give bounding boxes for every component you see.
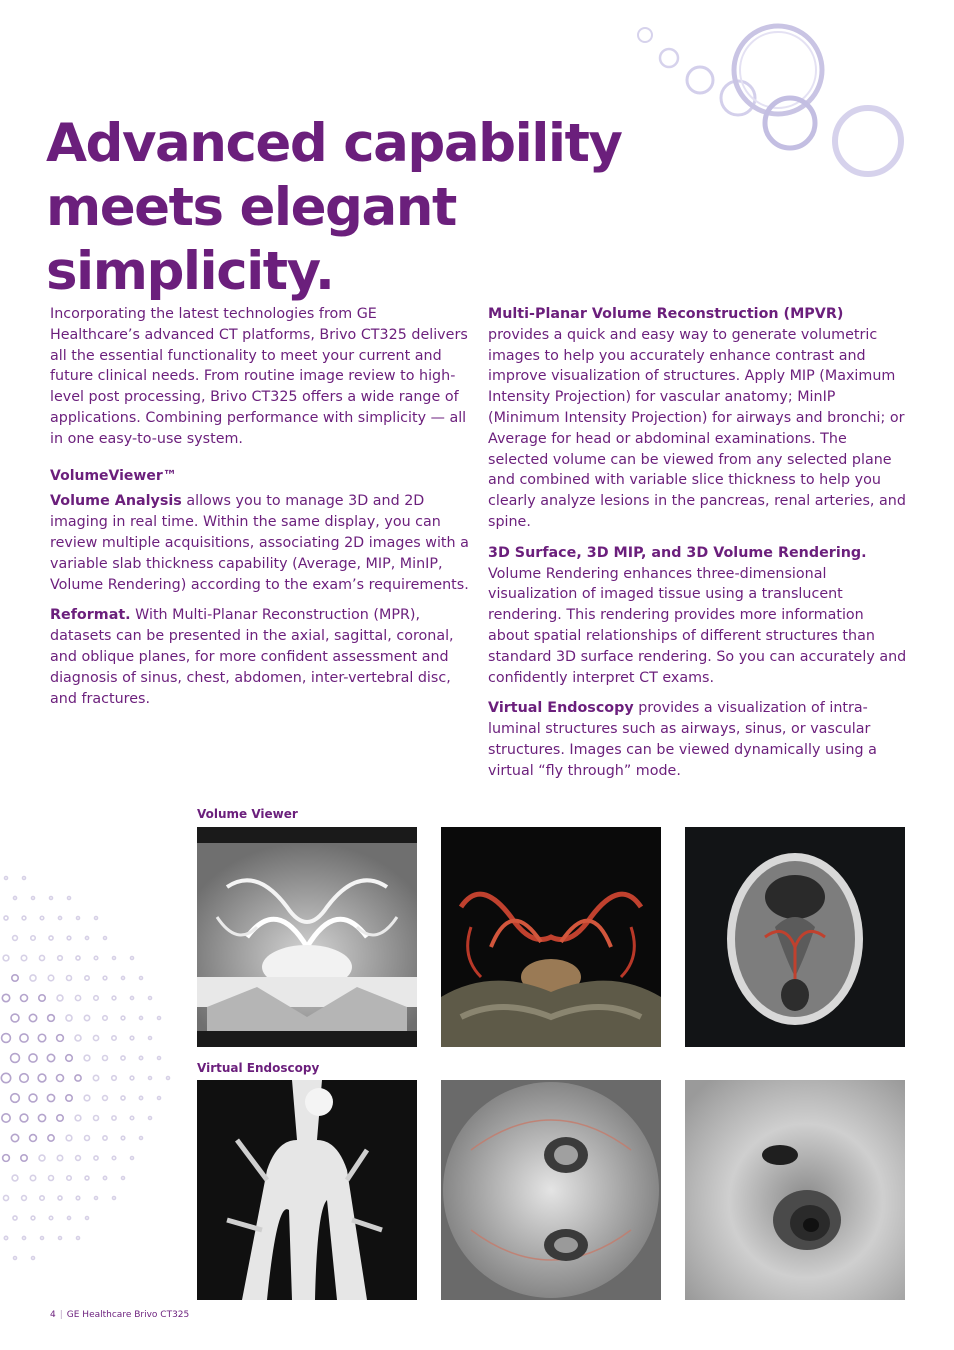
reformat-label: Reformat. xyxy=(50,607,131,624)
decorative-dot xyxy=(77,917,80,920)
decorative-dot xyxy=(158,1097,161,1100)
decorative-dot xyxy=(158,1017,161,1020)
decorative-dot xyxy=(121,976,124,979)
mpvr-label: Multi-Planar Volume Reconstruction (MPVR) xyxy=(488,306,844,322)
decorative-dot xyxy=(21,955,26,960)
decorative-dot xyxy=(76,956,80,960)
decorative-dot xyxy=(121,1056,125,1060)
decorative-dot xyxy=(121,1016,125,1020)
volume-analysis-label: Volume Analysis xyxy=(50,493,182,510)
decorative-dot xyxy=(30,975,36,981)
decorative-dot xyxy=(29,1094,37,1102)
decorative-dot xyxy=(158,1057,161,1060)
decorative-dot xyxy=(103,1136,107,1140)
intro-paragraph: Incorporating the latest technologies from GE Healthcare’s advanced CT platforms, Brivo CT325 delivers all the essential functionality to meet your current and future clinical needs. From routine image review to high-level post processing, Brivo CT325 offers a wide range of applications. Combining performance with simplicity — all in one easy-to-use system. xyxy=(50,306,468,447)
volumeviewer-subheading: VolumeViewer™ xyxy=(50,467,177,484)
decorative-dot xyxy=(103,1176,106,1179)
decorative-dot xyxy=(38,1034,45,1041)
decorative-dot xyxy=(66,1055,73,1062)
decorative-dot xyxy=(4,916,8,920)
decorative-dot xyxy=(75,995,80,1000)
decorative-dot xyxy=(95,917,98,920)
decorative-dot xyxy=(38,1114,45,1121)
footer-text: GE Healthcare Brivo CT325 xyxy=(66,1310,190,1320)
volume-analysis-paragraph xyxy=(50,491,470,595)
decorative-dot xyxy=(39,995,45,1001)
decorative-dot xyxy=(84,1095,90,1101)
decorative-dot xyxy=(140,1137,143,1140)
decorative-dot xyxy=(77,1237,80,1240)
decorative-dot xyxy=(66,1015,72,1021)
decorative-dot xyxy=(103,1096,108,1101)
decorative-dot xyxy=(57,1075,64,1082)
ct-mip-angiogram-image xyxy=(197,827,417,1047)
decorative-dot xyxy=(94,956,98,960)
virtual-endoscopy-paragraph xyxy=(488,698,908,781)
decorative-dot xyxy=(5,877,8,880)
decorative-dot xyxy=(13,1216,17,1220)
decorative-dot xyxy=(149,1077,152,1080)
decorative-dot xyxy=(59,1237,62,1240)
decorative-dot xyxy=(112,1076,117,1081)
decorative-dot xyxy=(57,1155,62,1160)
decorative-dot xyxy=(130,1076,134,1080)
decorative-dot xyxy=(75,1115,81,1121)
decorative-dot xyxy=(167,1077,170,1080)
decorative-dot xyxy=(48,975,54,981)
page-footer: 4 | GE Healthcare Brivo CT325 xyxy=(50,1310,190,1320)
decorative-dot xyxy=(85,1136,90,1141)
left-text-column xyxy=(50,304,470,719)
decorative-dot xyxy=(40,1196,44,1200)
decorative-dot xyxy=(12,975,18,981)
decorative-dot xyxy=(58,956,63,961)
decorative-dot xyxy=(1,1073,10,1082)
virtual-endoscopy-label: Virtual Endoscopy xyxy=(488,700,634,717)
decorative-dot xyxy=(67,1216,70,1219)
decorative-dot xyxy=(57,995,63,1001)
decorative-dot xyxy=(2,1034,11,1043)
decorative-dot xyxy=(67,976,72,981)
decorative-dot xyxy=(4,1236,7,1239)
title-line-1: Advanced capability xyxy=(46,113,622,174)
page-title xyxy=(46,112,726,304)
right-text-column xyxy=(488,304,908,792)
volume-analysis-text: allows you to manage 3D and 2D imaging in real time. Within the same display, you can review multiple acquisitions, associating 2D images with a variable slab thickness capability (Average, MIP, MinIP, Volume Rendering) according to the exam’s requirements. xyxy=(50,493,469,593)
decorative-dot-pattern xyxy=(0,870,180,1270)
decorative-dot xyxy=(66,1095,72,1101)
decorative-dot xyxy=(2,994,9,1001)
bronchial-flythrough-image xyxy=(685,1080,905,1300)
decorative-dot xyxy=(75,1075,81,1081)
decorative-dot xyxy=(112,996,116,1000)
decorative-dot xyxy=(139,1016,142,1019)
decorative-dot xyxy=(29,1014,36,1021)
decorative-dot xyxy=(40,916,44,920)
decorative-dot xyxy=(57,1115,63,1121)
decorative-dot xyxy=(131,1157,134,1160)
surface-rendering-text: Volume Rendering enhances three-dimensional visualization of imaged tissue using a translucent rendering. This rendering provides more information about spatial relationships of different structures than standard 3D surface rendering. So you can accurately and confidently interpret CT exams. xyxy=(488,565,907,686)
decorative-dot xyxy=(32,1257,35,1260)
airway-minip-image xyxy=(197,1080,417,1300)
decorative-dot xyxy=(20,1074,29,1083)
decorative-dot xyxy=(11,1134,18,1141)
decorative-dot xyxy=(39,955,44,960)
decorative-dot xyxy=(49,936,53,940)
decorative-dot xyxy=(76,1196,80,1200)
decorative-dot xyxy=(68,897,71,900)
decorative-dot xyxy=(58,1196,62,1200)
decorative-dot xyxy=(139,1056,142,1059)
decorative-dot xyxy=(140,977,143,980)
decorative-dot xyxy=(50,897,53,900)
decorative-dot xyxy=(113,1197,116,1200)
mpvr-text: provides a quick and easy way to generate volumetric images to help you accurately enhance contrast and improve visualization of structures. Apply MIP (Maximum Intensity Projection) for vascular anatomy; MinIP (Minimum Intensity Projection) for airways and bronchi; or Average for head or abdominal examinations. The selected volume can be viewed from any selected plane and combined with variable slice thickness to help you clearly analyze lesions in the pancreas, renal arteries, and spine. xyxy=(488,326,906,530)
decorative-dot xyxy=(20,1034,28,1042)
decorative-dot xyxy=(22,1236,25,1239)
decorative-dot xyxy=(85,936,88,939)
decorative-dot xyxy=(149,1117,152,1120)
decorative-dot xyxy=(75,1035,81,1041)
decorative-dot xyxy=(3,1155,10,1162)
decorative-dot xyxy=(112,1156,115,1159)
decorative-dot xyxy=(11,1054,20,1063)
decorative-dot xyxy=(12,1175,18,1181)
decorative-dot xyxy=(103,976,107,980)
decorative-dot xyxy=(76,1156,81,1161)
decorative-dot xyxy=(29,1054,37,1062)
decorative-dot xyxy=(22,916,26,920)
decorative-dot xyxy=(94,996,99,1001)
decorative-dot xyxy=(14,1257,17,1260)
decorative-dot xyxy=(30,1175,35,1180)
decorative-dot xyxy=(11,1014,19,1022)
decorative-dot xyxy=(67,936,71,940)
decorative-dot xyxy=(84,1055,90,1061)
decorative-dot xyxy=(104,937,107,940)
decorative-dot xyxy=(49,1176,54,1181)
decorative-dot xyxy=(149,1037,152,1040)
decorative-dot xyxy=(130,1116,133,1119)
decorative-dot xyxy=(21,1155,27,1161)
decorative-dot xyxy=(32,897,35,900)
decorative-dot xyxy=(94,1196,97,1199)
decorative-dot xyxy=(149,997,152,1000)
decorative-dot xyxy=(122,1177,125,1180)
decorative-dot xyxy=(11,1094,20,1103)
gallery-label-virtual-endoscopy: Virtual Endoscopy xyxy=(197,1061,320,1075)
3d-vascular-rendering-image xyxy=(441,827,661,1047)
decorative-dot xyxy=(30,1135,37,1142)
title-line-2: meets elegant simplicity. xyxy=(46,177,456,302)
decorative-dot xyxy=(3,955,9,961)
decorative-dot xyxy=(2,1114,10,1122)
decorative-dot xyxy=(47,1054,54,1061)
decorative-dot xyxy=(48,1015,55,1022)
decorative-dot xyxy=(20,1114,28,1122)
decorative-dot xyxy=(103,1016,108,1021)
decorative-dot xyxy=(66,1135,72,1141)
decorative-dot xyxy=(112,1036,116,1040)
decorative-dot xyxy=(94,1156,98,1160)
decorative-dot xyxy=(121,1096,125,1100)
decorative-dot xyxy=(47,1094,54,1101)
decorative-dot xyxy=(13,936,18,941)
decorative-dot xyxy=(38,1074,46,1082)
decorative-dot xyxy=(21,995,28,1002)
decorative-dot xyxy=(13,896,16,899)
decorative-dot xyxy=(3,1195,8,1200)
decorative-dot xyxy=(23,877,26,880)
decorative-dot xyxy=(130,1036,134,1040)
decorative-dot xyxy=(121,1136,125,1140)
decorative-dot xyxy=(85,976,89,980)
decorative-dot xyxy=(49,1216,53,1220)
decorative-dot xyxy=(48,1135,54,1141)
decorative-dot xyxy=(139,1096,142,1099)
surface-rendering-label: 3D Surface, 3D MIP, and 3D Volume Rendering. xyxy=(488,544,867,561)
mpvr-paragraph xyxy=(488,304,908,533)
decorative-dot xyxy=(93,1115,98,1120)
footer-page-number: 4 xyxy=(50,1310,56,1320)
decorative-dot xyxy=(131,957,134,960)
decorative-dot xyxy=(31,1216,35,1220)
decorative-dot xyxy=(31,936,35,940)
virtual-endoscopy-text: provides a visualization of intra-luminal structures such as airways, sinus, or vascular structures. Images can be viewed dynamically using a virtual “fly through” mode. xyxy=(488,700,877,779)
decorative-dot xyxy=(22,1196,27,1201)
decorative-dot xyxy=(113,957,116,960)
decorative-dot xyxy=(103,1056,108,1061)
decorative-dot xyxy=(58,916,61,919)
decorative-dot xyxy=(86,1217,89,1220)
decorative-dot xyxy=(112,1116,116,1120)
decorative-dot xyxy=(57,1035,64,1042)
decorative-dot xyxy=(67,1176,71,1180)
decorative-dot xyxy=(41,1237,44,1240)
axial-brain-ct-image xyxy=(685,827,905,1047)
endoscopy-fisheye-image xyxy=(441,1080,661,1300)
surface-rendering-paragraph xyxy=(488,543,908,689)
decorative-dot xyxy=(39,1155,45,1161)
decorative-dot xyxy=(130,996,133,999)
gallery-label-volume-viewer: Volume Viewer xyxy=(197,807,298,821)
decorative-dot xyxy=(93,1035,98,1040)
reformat-text: With Multi-Planar Reconstruction (MPR), datasets can be presented in the axial, sagittal, coronal, and oblique planes, for more confident assessment and diagnosis of sinus, chest, abdomen, inter-vertebral disc, and fractures. xyxy=(50,607,454,707)
decorative-dot xyxy=(93,1075,98,1080)
decorative-dot xyxy=(85,1176,89,1180)
reformat-paragraph xyxy=(50,605,470,709)
decorative-dot xyxy=(84,1015,89,1020)
